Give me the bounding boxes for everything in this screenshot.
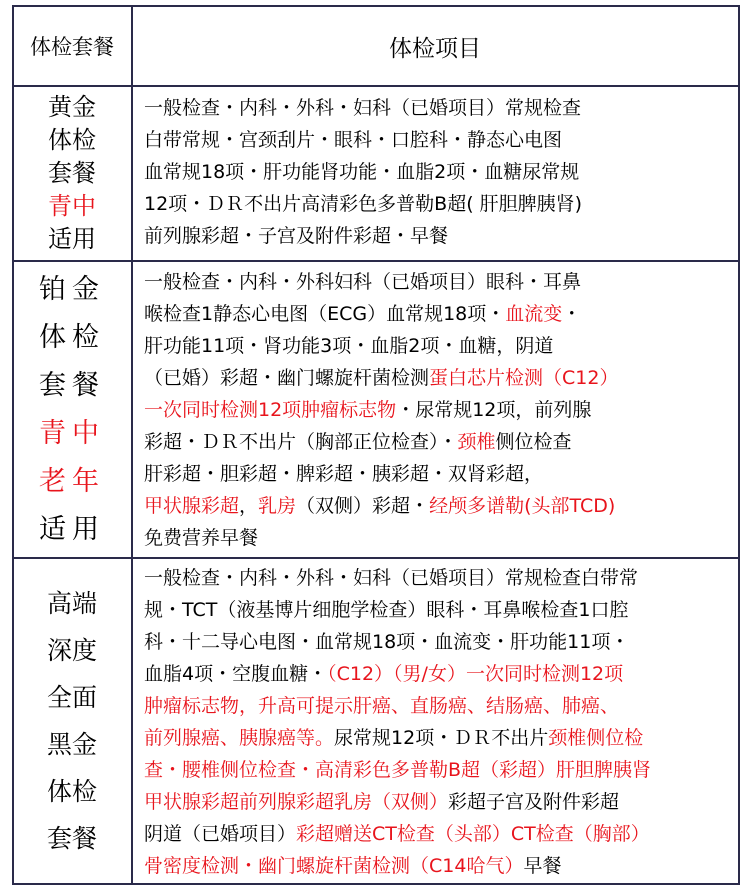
item-text: 喉检查1静态心电图（ECG）血常规18项・ [144,303,506,325]
package-name-line: 青中 [48,192,96,220]
package-name-line: 黄金 [48,93,96,121]
item-text: 侧位检查 [495,431,572,453]
highlighted-item-text: 甲状腺彩超 [144,495,240,517]
item-text: 肝彩超・胆彩超・脾彩超・胰彩超・双肾彩超， [144,463,544,485]
item-line [144,522,744,554]
highlighted-item-text: （C12）（男/女）一次同时检测12项 [327,663,624,685]
item-line [144,394,744,426]
item-line [144,156,744,188]
package-name-line: 黑金 [46,729,97,759]
package-name-line: 铂金 [39,273,105,305]
highlighted-item-text: 前列腺癌、胰腺癌等。 [144,727,335,749]
item-text: 科・十二导心电图・血常规18项・血流变・肝功能11项・ [144,631,630,653]
item-text: ・尿常规12项，前列腺 [396,399,592,421]
package-items-gold [144,92,744,252]
item-text: 彩超子宫及附件彩超 [448,791,620,813]
item-text: ， [239,495,259,517]
item-text: 规・TCT（液基博片细胞学检查）眼科・耳鼻喉检查1口腔 [144,599,629,621]
item-line [144,124,744,156]
highlighted-item-text: 血流变 [505,303,563,325]
package-name-platinum [14,263,130,555]
item-line [144,658,744,690]
item-text: 阴道（已婚项目） [144,823,297,845]
item-text: 血常规18项・肝功能肾功能・血脂2项・血糖尿常规 [144,161,580,183]
item-line [144,458,744,490]
package-name-line: 青中 [39,417,105,449]
item-line [144,722,744,754]
header-items: 体检项目 [389,35,481,62]
highlighted-item-text: 一次同时检测12项肿瘤标志物 [144,399,397,421]
item-text: 免费营养早餐 [144,527,259,549]
item-text: （已婚）彩超・幽门螺旋杆菌检测 [144,367,430,389]
item-text: 一般检查・内科・外科妇科（已婚项目）眼科・耳鼻 [144,271,582,293]
item-line [144,220,744,252]
item-line [144,626,744,658]
table-bottom-border [12,883,740,885]
package-items-black-gold [144,562,744,882]
item-text: 一般检查・内科・外科・妇科（已婚项目）常规检查白带常 [144,567,639,589]
package-name-line: 套餐 [39,369,105,401]
package-name-gold [14,88,130,258]
highlighted-item-text: 彩超赠送CT检查（头部）CT检查（胸部） [296,823,650,845]
item-line [144,188,744,220]
highlighted-item-text: 颈椎 [457,431,496,453]
item-line [144,818,744,850]
highlighted-item-text: 蛋白芯片检测（C12） [429,367,619,389]
package-name-line: 套餐 [48,159,96,187]
package-name-line: 高端 [46,588,97,618]
item-text: ・ [562,303,582,325]
package-name-line: 适用 [39,513,105,545]
item-line [144,850,744,882]
header-package: 体检套餐 [30,35,114,59]
item-line [144,426,744,458]
item-line [144,562,744,594]
item-line [144,786,744,818]
item-text: 早餐 [523,855,562,877]
item-line [144,266,744,298]
item-line [144,490,744,522]
package-name-line: 深度 [46,635,97,665]
highlighted-item-text: 甲状腺彩超前列腺彩超乳房（双侧） [144,791,449,813]
item-text: 彩超・ＤＲ不出片（胸部正位检查）・ [144,431,458,453]
highlighted-item-text: 骨密度检测・幽门螺旋杆菌检测（C14哈气） [144,855,524,877]
package-name-line: 适用 [48,225,96,253]
item-text: 一般检查・内科・外科・妇科（已婚项目）常规检查 [144,97,582,119]
item-line [144,362,744,394]
item-text: 12项・ＤＲ不出片高清彩色多普勒B超( 肝胆脾胰肾) [144,193,583,215]
highlighted-item-text: 颈椎侧位检 [548,727,644,749]
header-bottom-border [12,85,740,87]
highlighted-item-text: 肿瘤标志物，升高可提示肝癌、直肠癌、结肠癌、肺癌、 [144,695,620,717]
item-text: 白带常规・宫颈刮片・眼科・口腔科・静态心电图 [144,129,563,151]
item-line [144,754,744,786]
row2-bottom-border [12,557,740,559]
column-divider [131,5,133,885]
item-line [144,330,744,362]
package-items-platinum [144,266,744,554]
highlighted-item-text: 查・腰椎侧位检查・高清彩色多普勒B超（彩超）肝胆脾胰肾 [144,759,652,781]
row1-bottom-border [12,260,740,262]
package-name-line: 体检 [39,321,105,353]
item-text: 肝功能11项・肾功能3项・血脂2项・血糖，阴道 [144,335,554,357]
package-name-line: 体检 [48,126,96,154]
item-line [144,92,744,124]
package-name-line: 套餐 [46,823,97,853]
package-name-line: 老年 [39,465,105,497]
item-text: 血脂4项・空腹血糖・ [144,663,328,685]
package-name-line: 体检 [46,776,97,806]
item-text: （双侧）彩超・ [296,495,430,517]
item-line [144,594,744,626]
item-text: 尿常规12项・ＤＲ不出片 [334,727,549,749]
item-line [144,690,744,722]
item-line [144,298,744,330]
package-name-black-gold [14,560,130,881]
package-name-line: 全面 [46,682,97,712]
highlighted-item-text: 乳房 [258,495,297,517]
item-text: 前列腺彩超・子宫及附件彩超・早餐 [144,225,449,247]
highlighted-item-text: 经颅多谱勒(头部TCD) [429,495,616,517]
